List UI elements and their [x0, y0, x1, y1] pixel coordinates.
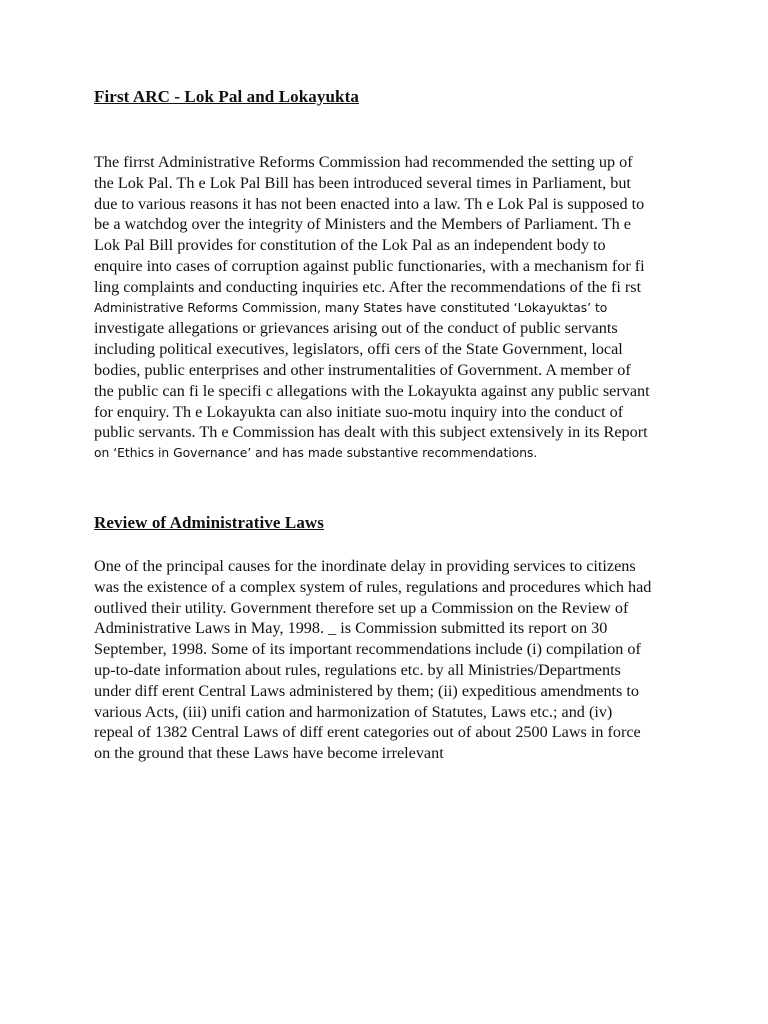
text-line: including political executives, legislators, offi cers of the State Government, local — [94, 340, 623, 359]
section-heading-lokpal: First ARC - Lok Pal and Lokayukta — [94, 87, 359, 106]
text-line: Lok Pal Bill provides for constitution of the Lok Pal as an independent body to — [94, 236, 606, 255]
text-line: various Acts, (iii) unifi cation and harmonization of Statutes, Laws etc.; and (iv) — [94, 702, 613, 721]
text-line: under diff erent Central Laws administered by them; (ii) expeditious amendments to — [94, 681, 639, 700]
text-line: for enquiry. Th e Lokayukta can also initiate suo-motu inquiry into the conduct of — [94, 402, 624, 421]
text-line: The firrst Administrative Reforms Commission had recommended the setting up of — [94, 153, 633, 171]
section-heading-admin-laws: Review of Administrative Laws — [94, 513, 325, 532]
text-line: the Lok Pal. Th e Lok Pal Bill has been introduced several times in Parliament, but — [94, 173, 631, 192]
text-line: on ‘Ethics in Governance’ and has made substantive recommendations. — [94, 446, 538, 461]
paragraph-lokpal — [94, 152, 694, 464]
text-line: bodies, public enterprises and other instrumentalities of Government. A member of — [94, 360, 631, 379]
text-line: be a watchdog over the integrity of Ministers and the Members of Parliament. Th e — [94, 215, 631, 234]
text-line: public servants. Th e Commission has dealt with this subject extensively in its Report — [94, 423, 648, 442]
text-line: outlived their utility. Government therefore set up a Commission on the Review of — [94, 598, 629, 617]
text-line: enquire into cases of corruption against public functionaries, with a mechanism for fi — [94, 256, 645, 275]
paragraph-admin-laws — [94, 556, 694, 764]
text-line: the public can fi le specifi c allegations with the Lokayukta against any public servant — [94, 381, 650, 400]
text-line: repeal of 1382 Central Laws of diff erent categories out of about 2500 Laws in force — [94, 723, 641, 742]
text-line: September, 1998. Some of its important recommendations include (i) compilation of — [94, 640, 641, 659]
text-line: on the ground that these Laws have become irrelevant — [94, 744, 444, 763]
text-line: up-to-date information about rules, regulations etc. by all Ministries/Departments — [94, 660, 621, 679]
text-line: One of the principal causes for the inordinate delay in providing services to citizens — [94, 557, 636, 575]
text-line: investigate allegations or grievances arising out of the conduct of public servants — [94, 319, 618, 338]
text-line: was the existence of a complex system of rules, regulations and procedures which had — [94, 577, 652, 596]
text-line: due to various reasons it has not been enacted into a law. Th e Lok Pal is supposed to — [94, 194, 645, 213]
text-line: Administrative Reforms Commission, many States have constituted ‘Lokayuktas’ to — [94, 300, 608, 315]
text-line: ling complaints and conducting inquiries etc. After the recommendations of the fi rst — [94, 277, 642, 296]
text-line: Administrative Laws in May, 1998. _ is Commission submitted its report on 30 — [94, 619, 608, 638]
